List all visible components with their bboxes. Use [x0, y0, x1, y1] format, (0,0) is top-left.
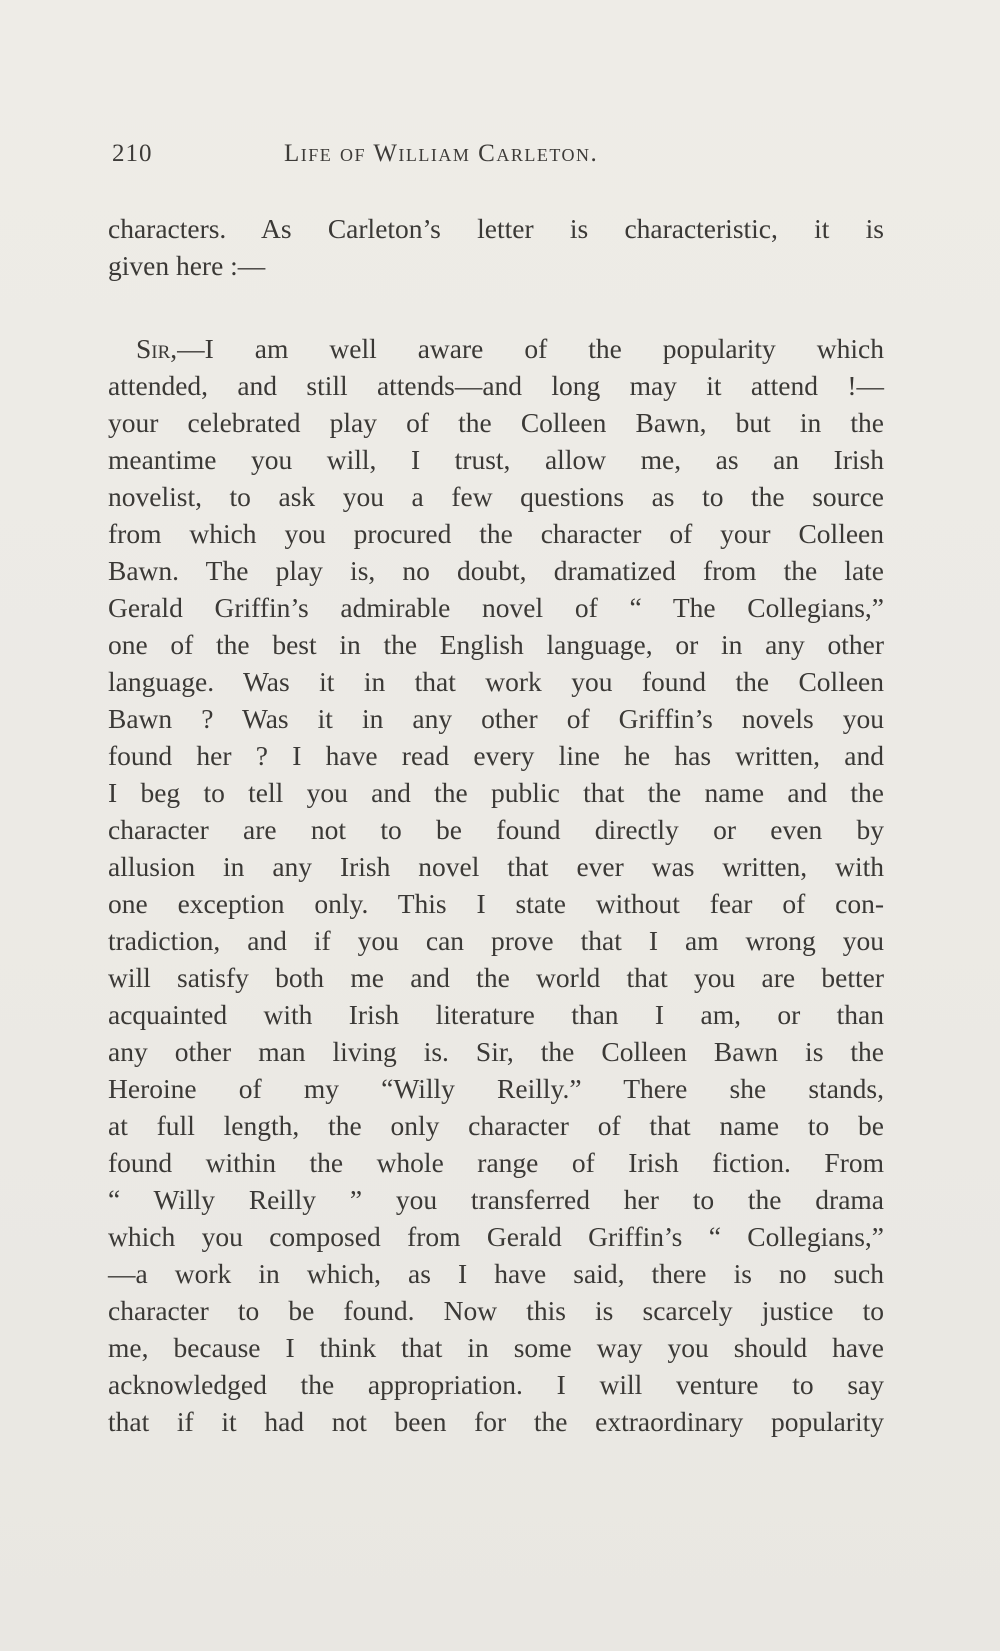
running-title: Life of William Carleton.	[284, 140, 599, 167]
text-line: Gerald Griffin’s admirable novel of “ The Collegians,”	[108, 592, 884, 623]
text-line: me, because I think that in some way you should have	[108, 1332, 884, 1363]
text-line: one exception only. This I state without fear of con-	[108, 888, 884, 919]
text-line: that if it had not been for the extraordinary popularity	[108, 1406, 884, 1437]
text-line: language. Was it in that work you found the Colleen	[108, 666, 884, 697]
text-line: given here :—	[108, 250, 266, 281]
letter-paragraph	[108, 330, 884, 1440]
text-line: —a work in which, as I have said, there is no such	[108, 1258, 884, 1289]
text-line	[108, 330, 884, 367]
text-line: at full length, the only character of that name to be	[108, 1110, 884, 1141]
text-line: tradiction, and if you can prove that I am wrong you	[108, 925, 884, 956]
text-line: Bawn ? Was it in any other of Griffin’s novels you	[108, 703, 884, 734]
text-line: novelist, to ask you a few questions as to the source	[108, 481, 884, 512]
text-line-rest: —I am well aware of the popularity which	[177, 333, 884, 364]
text-line: I beg to tell you and the public that the name and the	[108, 777, 884, 808]
text-line: characters. As Carleton’s letter is characteristic, it is	[108, 213, 884, 244]
text-line: acquainted with Irish literature than I am, or than	[108, 999, 884, 1030]
text-line: attended, and still attends—and long may it attend !—	[108, 370, 884, 401]
text-line: character to be found. Now this is scarcely justice to	[108, 1295, 884, 1326]
text-line: will satisfy both me and the world that you are better	[108, 962, 884, 993]
text-line: your celebrated play of the Colleen Bawn, but in the	[108, 407, 884, 438]
running-head	[112, 140, 732, 180]
text-line: from which you procured the character of your Colleen	[108, 518, 884, 549]
text-line: which you composed from Gerald Griffin’s “ Collegians,”	[108, 1221, 884, 1252]
text-line: Heroine of my “Willy Reilly.” There she stands,	[108, 1073, 884, 1104]
text-line: character are not to be found directly or even by	[108, 814, 884, 845]
salutation: Sir,	[136, 333, 178, 364]
text-line: Bawn. The play is, no doubt, dramatized from the late	[108, 555, 884, 586]
text-line: meantime you will, I trust, allow me, as an Irish	[108, 444, 884, 475]
text-line: found her ? I have read every line he has written, and	[108, 740, 884, 771]
text-line: any other man living is. Sir, the Colleen Bawn is the	[108, 1036, 884, 1067]
text-line: allusion in any Irish novel that ever was written, with	[108, 851, 884, 882]
text-line: one of the best in the English language, or in any other	[108, 629, 884, 660]
text-line: “ Willy Reilly ” you transferred her to the drama	[108, 1184, 884, 1215]
page-number: 210	[112, 140, 153, 167]
text-line: found within the whole range of Irish fiction. From	[108, 1147, 884, 1178]
intro-paragraph	[108, 210, 884, 284]
text-line: acknowledged the appropriation. I will venture to say	[108, 1369, 884, 1400]
